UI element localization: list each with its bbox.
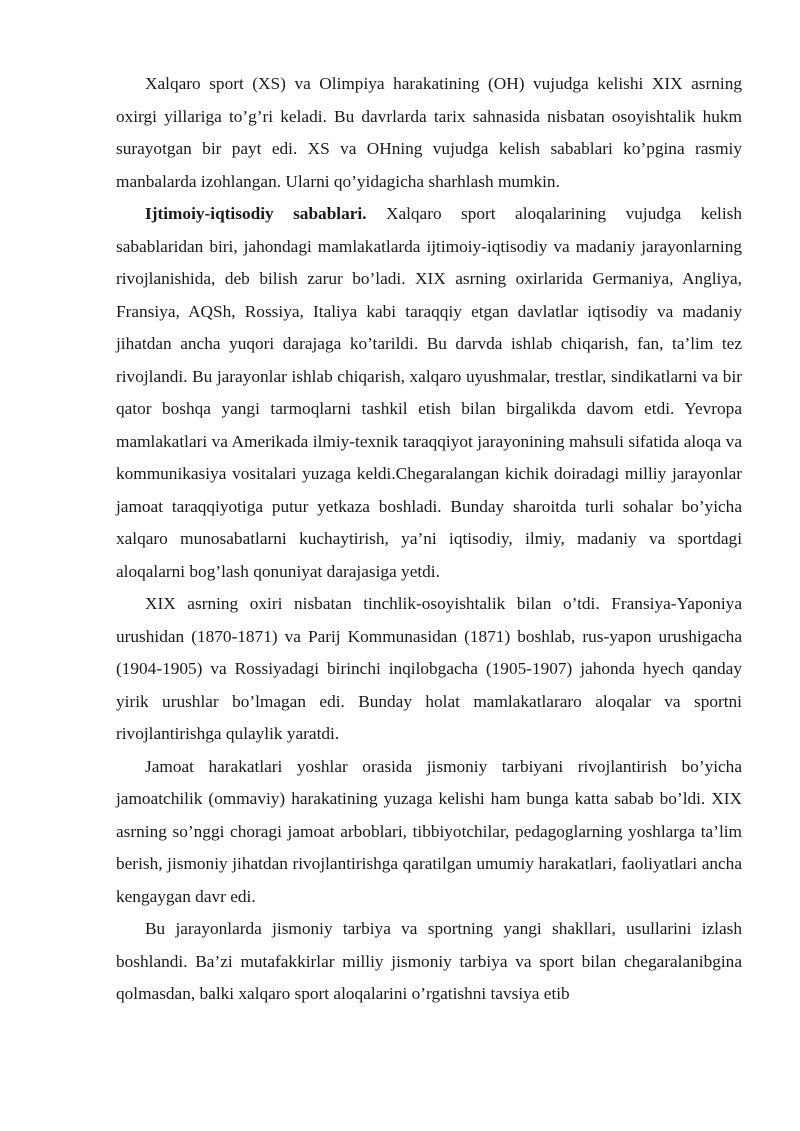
paragraph-text: Jamoat harakatlari yoshlar orasida jismoniy tarbiyani rivojlantirish bo’yicha jamoatchilik (ommaviy) harakatining yuzaga kelishi ham bunga katta sabab bo’ldi. XIX asrning so’nggi choragi jamoat arboblari, tibbiyotchilar, pedagoglarning yoshlarga ta’lim berish, jismoniy jihatdan rivojlantirishga qaratilgan umumiy harakatlari, faoliyatlari ancha kengaygan davr edi. (116, 756, 742, 906)
paragraph-text: XIX asrning oxiri nisbatan tinchlik-osoyishtalik bilan o’tdi. Fransiya-Yaponiya urushidan (1870-1871) va Parij Kommunasidan (1871) boshlab, rus-yapon urushigacha (1904-1905) va Rossiyadagi birinchi inqilobgacha (1905-1907) jahonda hyech qanday yirik urushlar bo’lmagan edi. Bunday holat mamlakatlararo aloqalar va sportni rivojlantirishga qulaylik yaratdi. (116, 594, 742, 743)
paragraph-text: Xalqaro sport (XS) va Olimpiya harakatining (OH) vujudga kelishi XIX asrning oxirgi yillariga to’g’ri keladi. Bu davrlarda tarix sahnasida nisbatan osoyishtalik hukm surayotgan bir payt edi. XS va OHning vujudga kelish sabablari ko’pgina rasmiy manbalarda izohlangan. Ularni qo’yidagicha sharhlash mumkin. (116, 74, 742, 191)
paragraph-socio-economic (116, 198, 742, 588)
paragraph-new-forms (116, 913, 742, 1011)
paragraph-public-movements (116, 751, 742, 914)
paragraph-peace-period (116, 588, 742, 751)
paragraph-text: Bu jarayonlarda jismoniy tarbiya va sportning yangi shakllari, usullarini izlash boshlandi. Ba’zi mutafakkirlar milliy jismoniy tarbiya va sport bilan chegaralanibgina qolmasdan, balki xalqaro sport aloqalarini o’rgatishni tavsiya etib (116, 919, 742, 1003)
paragraph-lead-heading: Ijtimoiy-iqtisodiy sabablari. (145, 204, 367, 223)
paragraph-text: Xalqaro sport aloqalarining vujudga kelish sabablaridan biri, jahondagi mamlakatlarda ijtimoiy-iqtisodiy va madaniy jarayonlarning rivojlanishida, deb bilish zarur bo’ladi. XIX asrning oxirlarida Germaniya, Angliya, Fransiya, AQSh, Rossiya, Italiya kabi taraqqiy etgan davlatlar iqtisodiy va madaniy jihatdan ancha yuqori darajaga ko’tarildi. Bu darvda ishlab chiqarish, fan, ta’lim tez rivojlandi. Bu jarayonlar ishlab chiqarish, xalqaro uyushmalar, trestlar, sindikatlarni va bir qator boshqa yangi tarmoqlarni tashkil etish bilan birgalikda davom etdi. Yevropa mamlakatlari va Amerikada ilmiy-texnik taraqqiyot jarayonining mahsuli sifatida aloqa va kommunikasiya vositalari yuzaga keldi.Chegaralangan kichik doiradagi milliy jarayonlar jamoat taraqqiyotiga putur yetkaza boshladi. Bunday sharoitda turli sohalar bo’yicha xalqaro munosabatlarni kuchaytirish, ya’ni iqtisodiy, ilmiy, madaniy va sportdagi aloqalarni bog’lash qonuniyat darajasiga yetdi. (116, 204, 742, 581)
paragraph-intro (116, 68, 742, 198)
document-page (116, 68, 742, 1011)
